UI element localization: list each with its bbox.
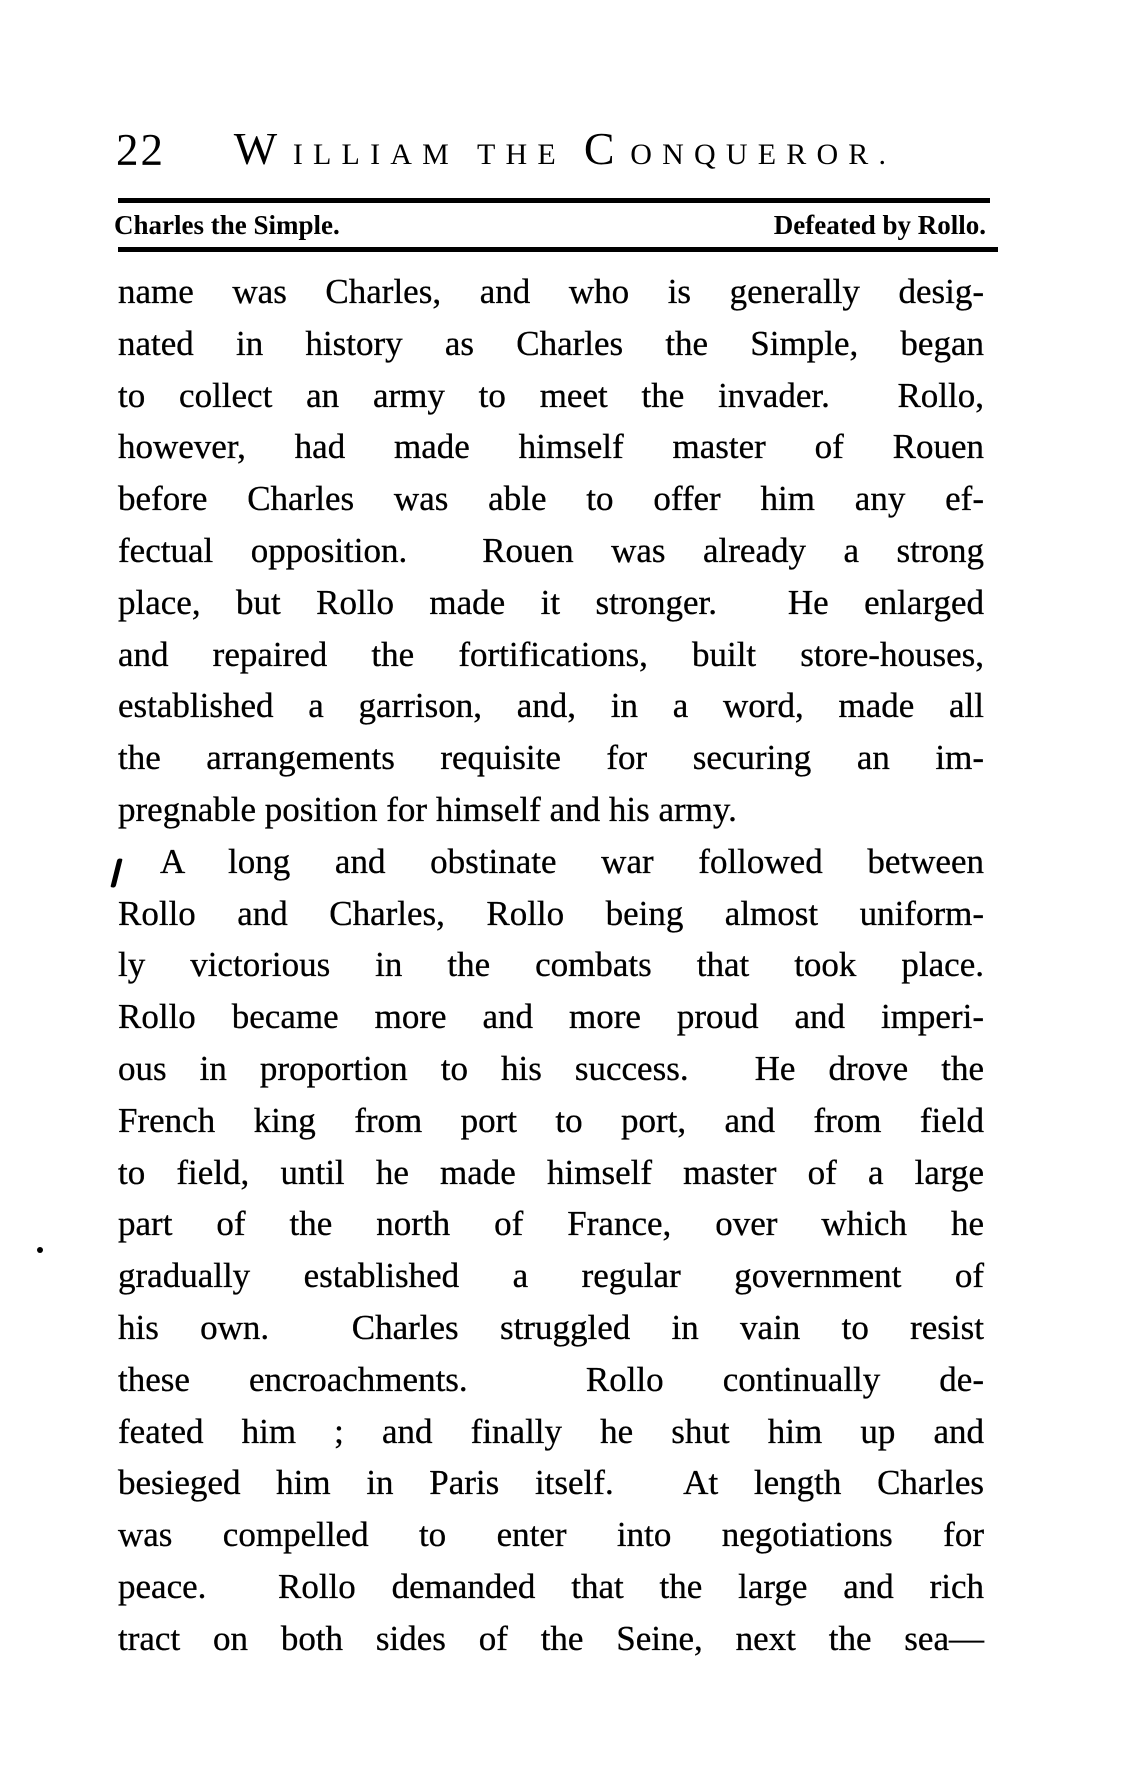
body-text [118,266,984,1665]
running-head [114,208,986,242]
body-line: nated in history as Charles the Simple, began [118,323,984,363]
body-line: besieged him in Paris itself. At length Charles [118,1463,984,1503]
body-line: A long and obstinate war followed between [160,841,984,881]
page-number: 22 [116,125,165,175]
body-line: established a garrison, and, in a word, made all [118,686,984,726]
body-line: fectual opposition. Rouen was already a strong [118,530,984,570]
body-line: however, had made himself master of Rouen [118,427,984,467]
body-line: before Charles was able to offer him any ef- [118,479,984,519]
title-initial-c: C [583,123,631,174]
body-line: the arrangements requisite for securing an im- [118,738,984,778]
body-line: place, but Rollo made it stronger. He enlarged [118,582,984,622]
body-line: ly victorious in the combats that took place. [118,945,984,985]
body-line: Rollo became more and more proud and imperi- [118,997,984,1037]
margin-ink-dot-mark [37,1247,43,1253]
title-rest-illiam: ILLIAM [292,138,459,171]
body-line: part of the north of France, over which he [118,1204,984,1244]
body-line: Rollo and Charles, Rollo being almost uniform- [118,893,984,933]
running-head-left: Charles the Simple. [114,210,340,240]
body-line: tract on both sides of the Seine, next the sea— [118,1618,984,1658]
header-rule-top [118,198,990,203]
body-line: feated him ; and finally he shut him up and [118,1411,984,1451]
body-line: his own. Charles struggled in vain to resist [118,1307,984,1347]
body-line: ous in proportion to his success. He drove the [118,1048,984,1088]
body-line: these encroachments. Rollo continually de- [118,1359,984,1399]
title-rest-onqueror: ONQUEROR. [630,138,897,171]
body-line: and repaired the fortifications, built store-houses, [118,634,984,674]
body-line: was compelled to enter into negotiations for [118,1515,984,1555]
body-line: to field, until he made himself master of a large [118,1152,984,1192]
body-line: pregnable position for himself and his army. [118,789,737,829]
body-line: French king from port to port, and from field [118,1100,984,1140]
body-line: name was Charles, and who is generally desig- [118,272,984,311]
title-initial-w: W [233,123,293,174]
page-title [0,123,1130,183]
header-rule-bottom [118,247,998,252]
body-line: gradually established a regular government of [118,1256,984,1296]
running-head-right: Defeated by Rollo. [773,210,986,240]
body-line: peace. Rollo demanded that the large and rich [118,1566,984,1606]
body-line: to collect an army to meet the invader. Rollo, [118,375,984,415]
title-word-the: THE [477,138,566,171]
